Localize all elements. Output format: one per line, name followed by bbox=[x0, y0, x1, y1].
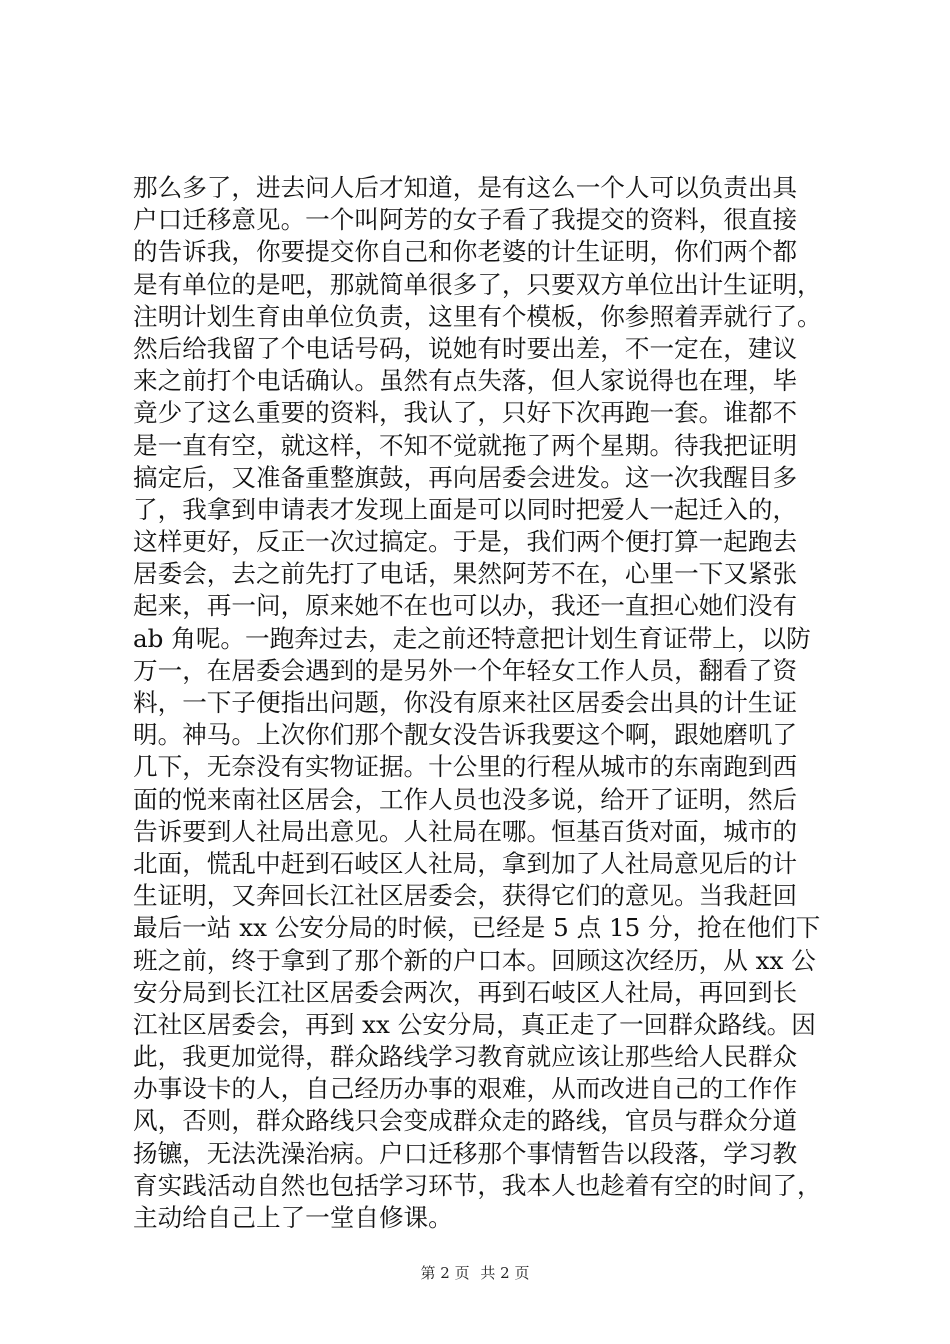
text-line: 风，否则，群众路线只会变成群众走的路线，官员与群众分道 bbox=[133, 1106, 798, 1136]
text-line: 搞定后，又准备重整旗鼓，再向居委会进发。这一次我醒目多 bbox=[133, 462, 798, 492]
text-line: 了，我拿到申请表才发现上面是可以同时把爱人一起迁入的， bbox=[133, 494, 798, 524]
text-line: 这样更好，反正一次过搞定。于是，我们两个便打算一起跑去 bbox=[133, 527, 798, 557]
text-line: 居委会，去之前先打了电话，果然阿芳不在，心里一下又紧张 bbox=[133, 559, 798, 589]
text-line: 班之前，终于拿到了那个新的户口本。回顾这次经历，从 xx 公 bbox=[133, 945, 816, 975]
text-line: 面的悦来南社区居会，工作人员也没多说，给开了证明，然后 bbox=[133, 784, 798, 814]
text-line: 明。神马。上次你们那个靓女没告诉我要这个啊，跟她磨叽了 bbox=[133, 720, 798, 750]
text-line: 最后一站 xx 公安分局的时候，已经是 5 点 15 分，抢在他们下 bbox=[133, 913, 821, 943]
text-line: 是一直有空，就这样，不知不觉就拖了两个星期。待我把证明 bbox=[133, 430, 798, 460]
text-line: 办事设卡的人，自己经历办事的艰难，从而改进自己的工作作 bbox=[133, 1074, 798, 1104]
text-line: 生证明，又奔回长江社区居委会，获得它们的意见。当我赶回 bbox=[133, 881, 798, 911]
text-line: 注明计划生育由单位负责，这里有个模板，你参照着弄就行了。 bbox=[133, 301, 822, 331]
text-line: 竟少了这么重要的资料，我认了，只好下次再跑一套。谁都不 bbox=[133, 398, 798, 428]
text-line: 此，我更加觉得，群众路线学习教育就应该让那些给人民群众 bbox=[133, 1042, 798, 1072]
text-line: 告诉要到人社局出意见。人社局在哪。恒基百货对面，城市的 bbox=[133, 816, 798, 846]
text-line: 万一，在居委会遇到的是另外一个年轻女工作人员，翻看了资 bbox=[133, 655, 798, 685]
text-line: 育实践活动自然也包括学习环节，我本人也趁着有空的时间了， bbox=[133, 1170, 822, 1200]
text-line: 那么多了，进去问人后才知道，是有这么一个人可以负责出具 bbox=[133, 173, 798, 202]
text-line: 江社区居委会，再到 xx 公安分局，真正走了一回群众路线。因 bbox=[133, 1009, 816, 1039]
text-line: 扬镳，无法洗澡治病。户口迁移那个事情暂告以段落，学习教 bbox=[133, 1138, 798, 1168]
text-line: 料，一下子便指出问题，你没有原来社区居委会出具的计生证 bbox=[133, 688, 798, 717]
text-line: ab 角呢。一跑奔过去，走之前还特意把计划生育证带上，以防 bbox=[133, 623, 811, 653]
text-line: 主动给自己上了一堂自修课。 bbox=[133, 1203, 453, 1232]
text-line: 是有单位的是吧，那就简单很多了，只要双方单位出计生证明， bbox=[133, 269, 822, 299]
text-line: 来之前打个电话确认。虽然有点失落，但人家说得也在理，毕 bbox=[133, 366, 798, 396]
text-line: 北面，慌乱中赶到石岐区人社局，拿到加了人社局意见后的计 bbox=[133, 848, 798, 878]
page-number: 第 2 页 bbox=[420, 1264, 470, 1282]
text-line: 起来，再一问，原来她不在也可以办，我还一直担心她们没有 bbox=[133, 591, 798, 621]
text-line: 的告诉我，你要提交你自己和你老婆的计生证明，你们两个都 bbox=[133, 237, 798, 267]
text-line: 安分局到长江社区居委会两次，再到石岐区人社局，再回到长 bbox=[133, 977, 798, 1007]
text-line: 户口迁移意见。一个叫阿芳的女子看了我提交的资料，很直接 bbox=[133, 205, 798, 235]
page-footer bbox=[0, 1262, 950, 1283]
page-total: 共 2 页 bbox=[480, 1264, 530, 1282]
text-line: 几下，无奈没有实物证据。十公里的行程从城市的东南跑到西 bbox=[133, 752, 798, 782]
body-text bbox=[133, 172, 853, 1234]
text-line: 然后给我留了个电话号码，说她有时要出差，不一定在，建议 bbox=[133, 333, 798, 363]
